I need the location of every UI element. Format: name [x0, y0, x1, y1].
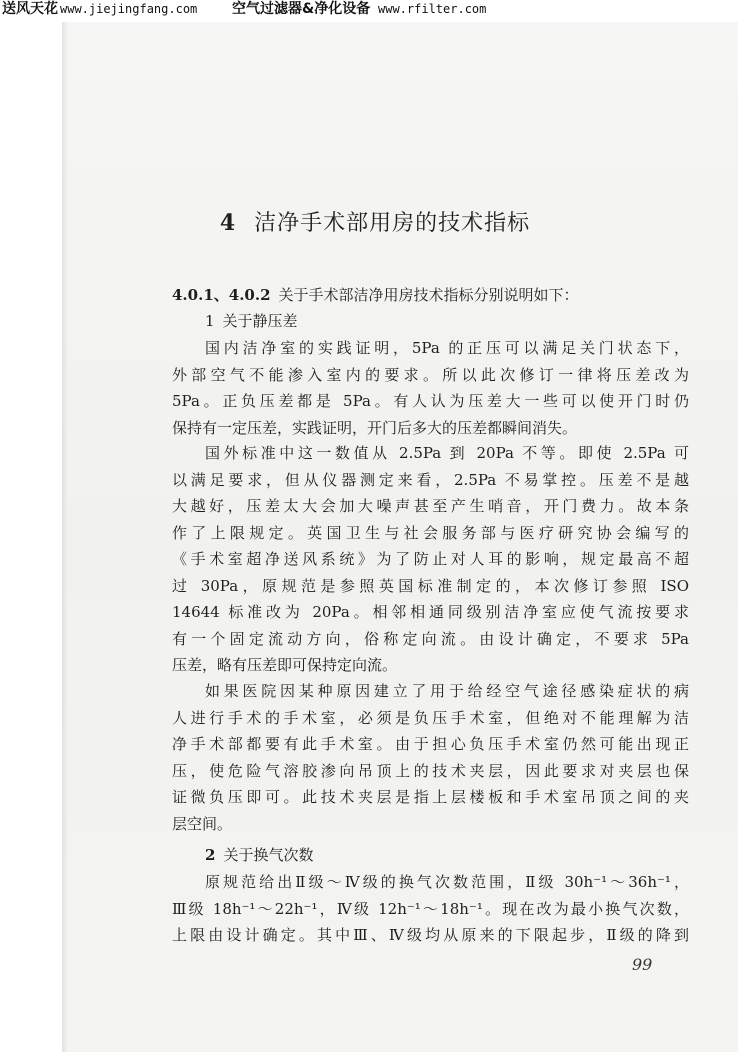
chapter-title-text: 洁净手术部用房的技术指标: [254, 211, 531, 236]
page-header: [0, 0, 750, 18]
clause-text: 关于手术部洁净用房技术指标分别说明如下：: [278, 286, 579, 304]
para4-line: 原规范给出Ⅱ级～Ⅳ级的换气次数范围，Ⅱ级 30h⁻¹～36h⁻¹，: [205, 873, 689, 891]
para1-line: 5Pa。正负压差都是 5Pa。有人认为压差大一些可以使开门时仍: [172, 392, 689, 410]
chapter-title: [0, 206, 750, 241]
section1-heading: [205, 309, 298, 333]
para3-line: 人进行手术的手术室，必须是负压手术室，但绝对不能理解为洁: [172, 709, 689, 727]
section1-number: 1: [205, 312, 215, 330]
para2-line: 压差，略有压差即可保持定向流。: [172, 656, 398, 674]
para2-line: 有一个固定流动方向，俗称定向流。由设计确定，不要求 5Pa: [172, 630, 689, 648]
para2-line: 以满足要求，但从仪器测定来看，2.5Pa 不易掌控。压差不是越: [172, 471, 689, 489]
para1-line: 国内洁净室的实践证明，5Pa 的正压可以满足关门状态下，: [205, 339, 689, 357]
header-site1-url[interactable]: www.jiejingfang.com: [60, 2, 198, 16]
page-number: 99: [632, 955, 653, 974]
clause-line: [172, 283, 579, 307]
clause-number: 4.0.1、4.0.2: [172, 286, 271, 304]
para2-line: 国外标准中这一数值从 2.5Pa 到 20Pa 不等。即使 2.5Pa 可: [205, 444, 689, 462]
para2-line: 《手术室超净送风系统》为了防止对人耳的影响，规定最高不超: [172, 550, 689, 568]
para2-line: 作了上限规定。英国卫生与社会服务部与医疗研究协会编写的: [172, 524, 689, 542]
chapter-number: 4: [219, 210, 237, 236]
para1-line: 保持有一定压差，实践证明，开门后多大的压差都瞬间消失。: [172, 419, 578, 437]
header-site1-name: 送风天花: [2, 1, 58, 17]
para2-line: 过 30Pa，原规范是参照英国标准制定的，本次修订参照 ISO: [172, 577, 689, 595]
para2-line: 大越好，压差太大会加大噪声甚至产生哨音，开门费力。故本条: [172, 497, 689, 515]
header-site2-url[interactable]: www.rfilter.com: [378, 2, 487, 16]
section1-title: 关于静压差: [222, 312, 298, 330]
section2-number: 2: [205, 846, 216, 864]
para4-line: Ⅲ级 18h⁻¹～22h⁻¹，Ⅳ级 12h⁻¹～18h⁻¹。现在改为最小换气次数，: [172, 900, 689, 918]
para2-line: 14644 标准改为 20Pa。相邻相通同级别洁净室应使气流按要求: [172, 603, 689, 621]
para3-line: 压，使危险气溶胶渗向吊顶上的技术夹层，因此要求对夹层也保: [172, 762, 689, 780]
para4-line: 上限由设计确定。其中Ⅲ、Ⅳ级均从原来的下限起步，Ⅱ级的降到: [172, 926, 689, 944]
para3-line: 净手术部都要有此手术室。由于担心负压手术室仍然可能出现正: [172, 735, 689, 753]
para3-line: 如果医院因某种原因建立了用于给经空气途径感染症状的病: [205, 682, 689, 700]
para3-line: 证微负压即可。此技术夹层是指上层楼板和手术室吊顶之间的夹: [172, 788, 689, 806]
section2-title: 关于换气次数: [223, 846, 314, 864]
header-site2-name: 空气过滤器&净化设备: [232, 1, 371, 17]
section2-heading: [205, 843, 313, 867]
para1-line: 外部空气不能渗入室内的要求。所以此次修订一律将压差改为: [172, 366, 689, 384]
para3-line: 层空间。: [172, 815, 233, 833]
